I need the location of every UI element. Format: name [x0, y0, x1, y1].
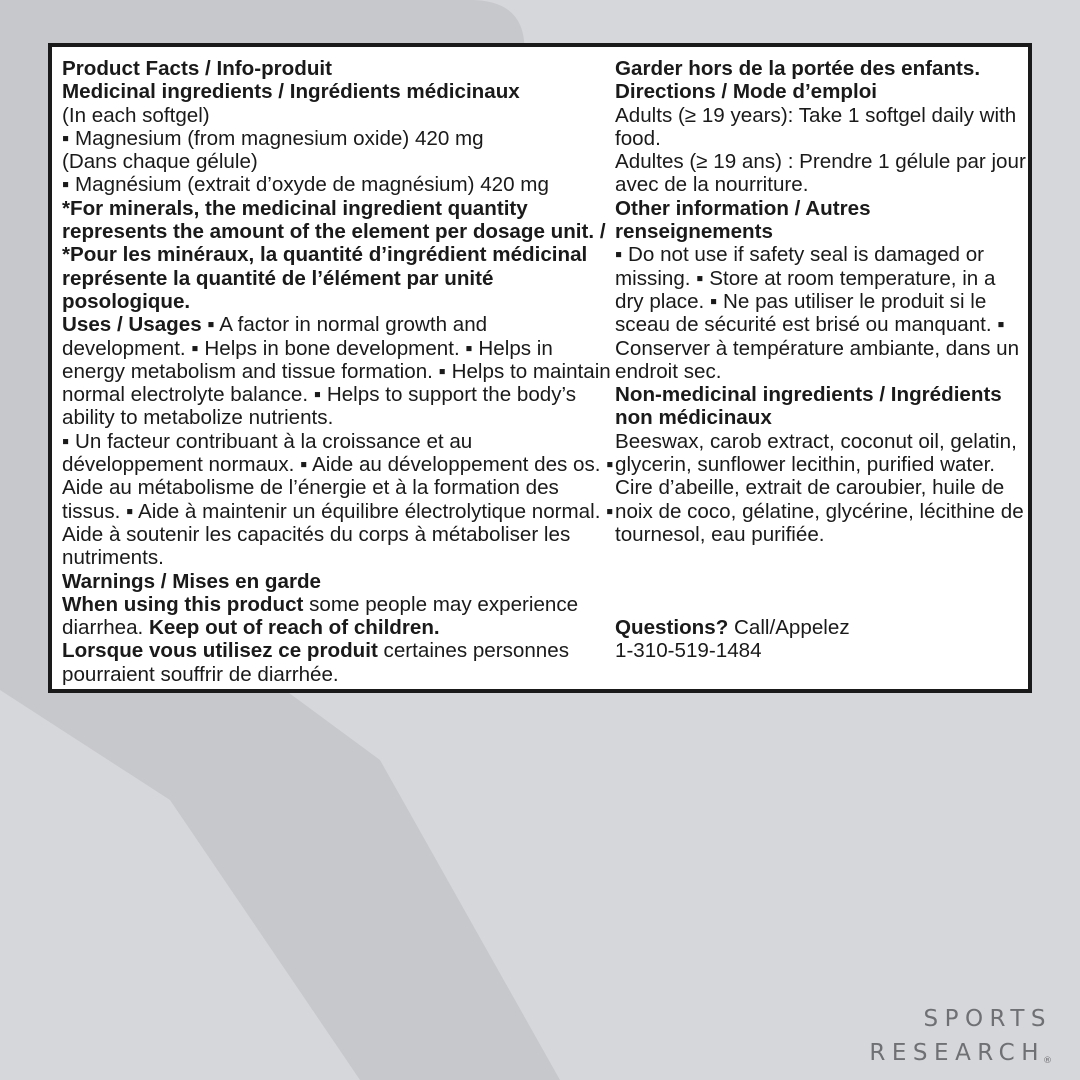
brand-line-2-wrap — [869, 1036, 1052, 1070]
each-softgel-note: (In each softgel) — [62, 103, 210, 127]
product-facts-title: Product Facts / Info-produit — [62, 57, 332, 80]
registered-mark: ® — [1043, 1056, 1052, 1066]
spacer — [615, 570, 1027, 593]
questions-line — [615, 616, 1027, 639]
warning-bold-en: When using this product — [62, 592, 304, 616]
keep-out-fr: Garder hors de la portée des enfants. — [615, 57, 981, 80]
directions-text-en: Adults (≥ 19 years): Take 1 softgel daily with food. — [615, 103, 1017, 150]
non-medicinal-heading: Non-medicinal ingredients / Ingrédients non médicinaux — [615, 383, 1002, 430]
directions-heading: Directions / Mode d’emploi — [615, 80, 878, 104]
ingredient-line-en: ▪ Magnesium (from magnesium oxide) 420 mg — [62, 126, 484, 150]
uses-text-en: ▪ A factor in normal growth and development. ▪ Helps in bone development. ▪ Helps in energy metabolism and tissue formation. ▪ Helps to maintain normal electrolyte balance. ▪ Helps to support the body’s ability to metabolize nutrients. — [62, 313, 611, 430]
ingredient-line-fr: ▪ Magnésium (extrait d’oxyde de magnésium) 420 mg — [62, 173, 549, 197]
warning-bold-fr: Lorsque vous utilisez ce produit — [62, 639, 378, 663]
non-medicinal-text: Beeswax, carob extract, coconut oil, gelatin, glycerin, sunflower lecithin, purified water. Cire d’abeille, extrait de caroubier, huile de noix de coco, gélatine, glycérine, lécithine de tournesol, eau purifiée. — [615, 429, 1024, 546]
questions-label: Questions? — [615, 616, 729, 640]
brand-line-1: SPORTS — [923, 1006, 1052, 1032]
phone-number: 1-310-519-1484 — [615, 639, 762, 663]
other-information-text: ▪ Do not use if safety seal is damaged or missing. ▪ Store at room temperature, in a dry place. ▪ Ne pas utiliser le produit si le sceau de sécurité est brisé ou manquant. ▪ Conserver à température ambiante, dans un endroit sec. — [615, 243, 1020, 383]
warning-text-en: some people may experience diarrhea. — [62, 592, 579, 640]
minerals-note: *For minerals, the medicinal ingredient quantity represents the amount of the element per dosage unit. / *Pour les minéraux, la quantité d’ingrédient médicinal représente la quantité de l’élément par unité posologique. — [62, 196, 606, 313]
uses-paragraph-en — [62, 313, 614, 429]
brand-logo — [869, 1002, 1052, 1070]
brand-line-2: RESEARCH — [869, 1040, 1045, 1066]
warning-paragraph-fr — [62, 639, 614, 686]
directions-text-fr: Adultes (≥ 19 ans) : Prendre 1 gélule par jour avec de la nourriture. — [615, 150, 1026, 197]
each-gelule-note: (Dans chaque gélule) — [62, 150, 258, 174]
right-column — [615, 57, 1027, 663]
questions-text: Call/Appelez — [728, 616, 850, 640]
keep-out-of-reach: Keep out of reach of children. — [149, 616, 440, 640]
uses-text-fr: ▪ Un facteur contribuant à la croissance et au développement normaux. ▪ Aide au développement des os. ▪ Aide au métabolisme de l’énergie et à la formation des tissus. ▪ Aide à maintenir un équilibre électrolytique normal. ▪ Aide à soutenir les capacités du corps à métaboliser les nutriments. — [62, 429, 614, 570]
warnings-heading: Warnings / Mises en garde — [62, 569, 322, 593]
product-facts-panel — [48, 43, 1032, 693]
other-information-heading: Other information / Autres renseignements — [615, 196, 871, 244]
spacer — [615, 593, 1027, 616]
left-column — [62, 57, 614, 686]
warning-paragraph-en — [62, 593, 614, 640]
uses-heading: Uses / Usages — [62, 313, 202, 337]
medicinal-ingredients-heading: Medicinal ingredients / Ingrédients médicinaux — [62, 80, 520, 104]
warning-text-fr: certaines personnes pourraient souffrir de diarrhée. — [62, 639, 570, 686]
spacer — [615, 546, 1027, 569]
